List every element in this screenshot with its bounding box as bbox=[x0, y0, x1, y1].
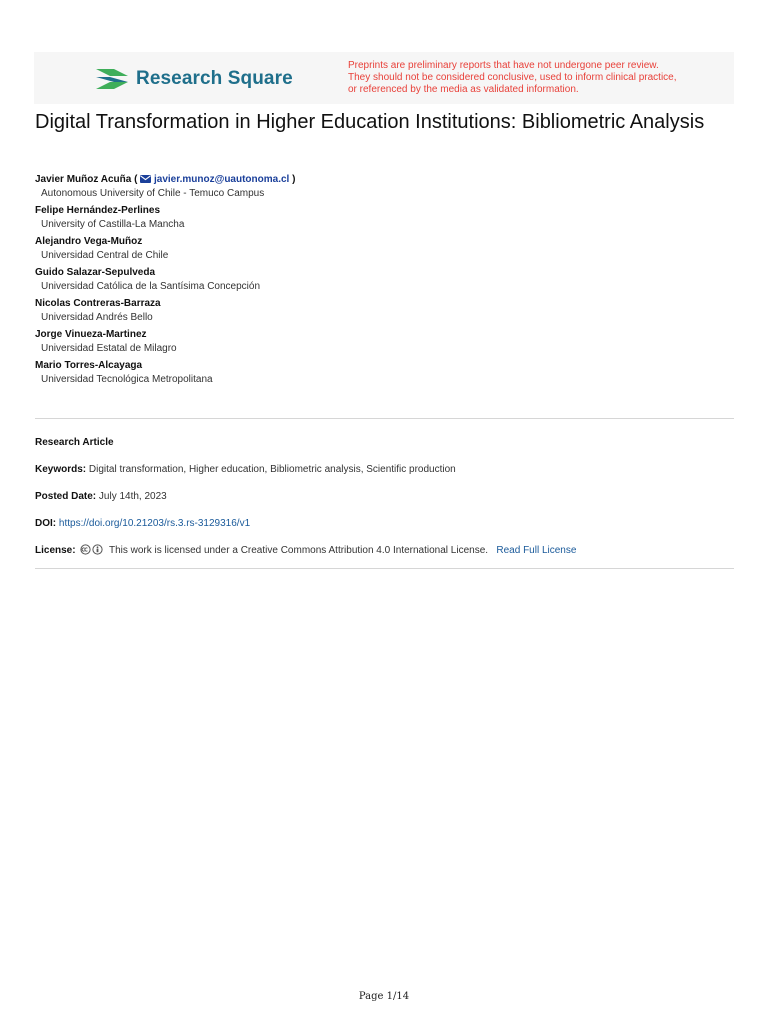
author-email-link[interactable]: javier.munoz@uautonoma.cl bbox=[154, 174, 290, 185]
paper-title: Digital Transformation in Higher Education Institutions: Bibliometric Analysis bbox=[35, 111, 705, 133]
preprint-notice bbox=[348, 60, 728, 96]
keywords-label: Keywords: bbox=[35, 464, 87, 475]
article-type bbox=[35, 436, 114, 449]
author-name: Felipe Hernández-Perlines bbox=[35, 205, 161, 216]
section-divider bbox=[35, 568, 734, 569]
keywords-line bbox=[35, 463, 456, 476]
author-affiliation: University of Castilla-La Mancha bbox=[41, 219, 185, 230]
author-name: Mario Torres-Alcayaga bbox=[35, 360, 143, 371]
license-text: This work is licensed under a Creative Commons Attribution 4.0 International License. bbox=[108, 545, 489, 556]
author-list bbox=[35, 173, 735, 390]
author-name-line: Javier Muñoz Acuña ( javier.munoz@uautonoma.cl ) bbox=[35, 174, 296, 185]
author-name: Javier Muñoz Acuña bbox=[35, 174, 132, 185]
author-name: Nicolas Contreras-Barraza bbox=[35, 298, 161, 309]
keywords-value: Digital transformation, Higher education, Bibliometric analysis, Scientific production bbox=[88, 464, 456, 475]
research-square-logo-icon bbox=[94, 66, 130, 92]
license-label: License: bbox=[35, 545, 76, 556]
page-number: Page 1/14 bbox=[358, 991, 410, 1002]
author-entry bbox=[35, 235, 735, 262]
doi-line bbox=[35, 517, 250, 530]
logo-text: Research Square bbox=[136, 68, 293, 89]
notice-line: They should not be considered conclusive, used to inform clinical practice, bbox=[348, 72, 677, 83]
author-affiliation: Universidad Católica de la Santísima Concepción bbox=[41, 281, 261, 292]
author-affiliation: Universidad Tecnológica Metropolitana bbox=[41, 374, 213, 385]
doi-link[interactable]: https://doi.org/10.21203/rs.3.rs-3129316/v1 bbox=[58, 518, 251, 529]
notice-line: Preprints are preliminary reports that have not undergone peer review. bbox=[348, 60, 659, 71]
author-entry bbox=[35, 266, 735, 293]
author-name: Jorge Vinueza-Martinez bbox=[35, 329, 147, 340]
author-name: Guido Salazar-Sepulveda bbox=[35, 267, 156, 278]
author-affiliation: Universidad Central de Chile bbox=[41, 250, 169, 261]
author-affiliation: Universidad Estatal de Milagro bbox=[41, 343, 177, 354]
read-full-license-link[interactable]: Read Full License bbox=[496, 545, 577, 556]
author-affiliation: Autonomous University of Chile - Temuco Campus bbox=[41, 188, 265, 199]
creative-commons-icon bbox=[80, 544, 104, 555]
article-type-label: Research Article bbox=[35, 437, 114, 448]
author-affiliation: Universidad Andrés Bello bbox=[41, 312, 153, 323]
author-entry bbox=[35, 297, 735, 324]
posted-date-value: July 14th, 2023 bbox=[98, 491, 167, 502]
doi-label: DOI: bbox=[35, 518, 57, 529]
posted-date-label: Posted Date: bbox=[35, 491, 97, 502]
author-entry bbox=[35, 328, 735, 355]
envelope-icon bbox=[140, 175, 151, 183]
author-entry bbox=[35, 173, 735, 200]
author-entry bbox=[35, 204, 735, 231]
notice-line: or referenced by the media as validated information. bbox=[348, 84, 579, 95]
license-line bbox=[35, 544, 576, 557]
author-name: Alejandro Vega-Muñoz bbox=[35, 236, 143, 247]
research-square-logo[interactable] bbox=[94, 66, 293, 92]
author-entry bbox=[35, 359, 735, 386]
section-divider bbox=[35, 418, 734, 419]
posted-date-line bbox=[35, 490, 167, 503]
header-banner bbox=[34, 52, 734, 104]
